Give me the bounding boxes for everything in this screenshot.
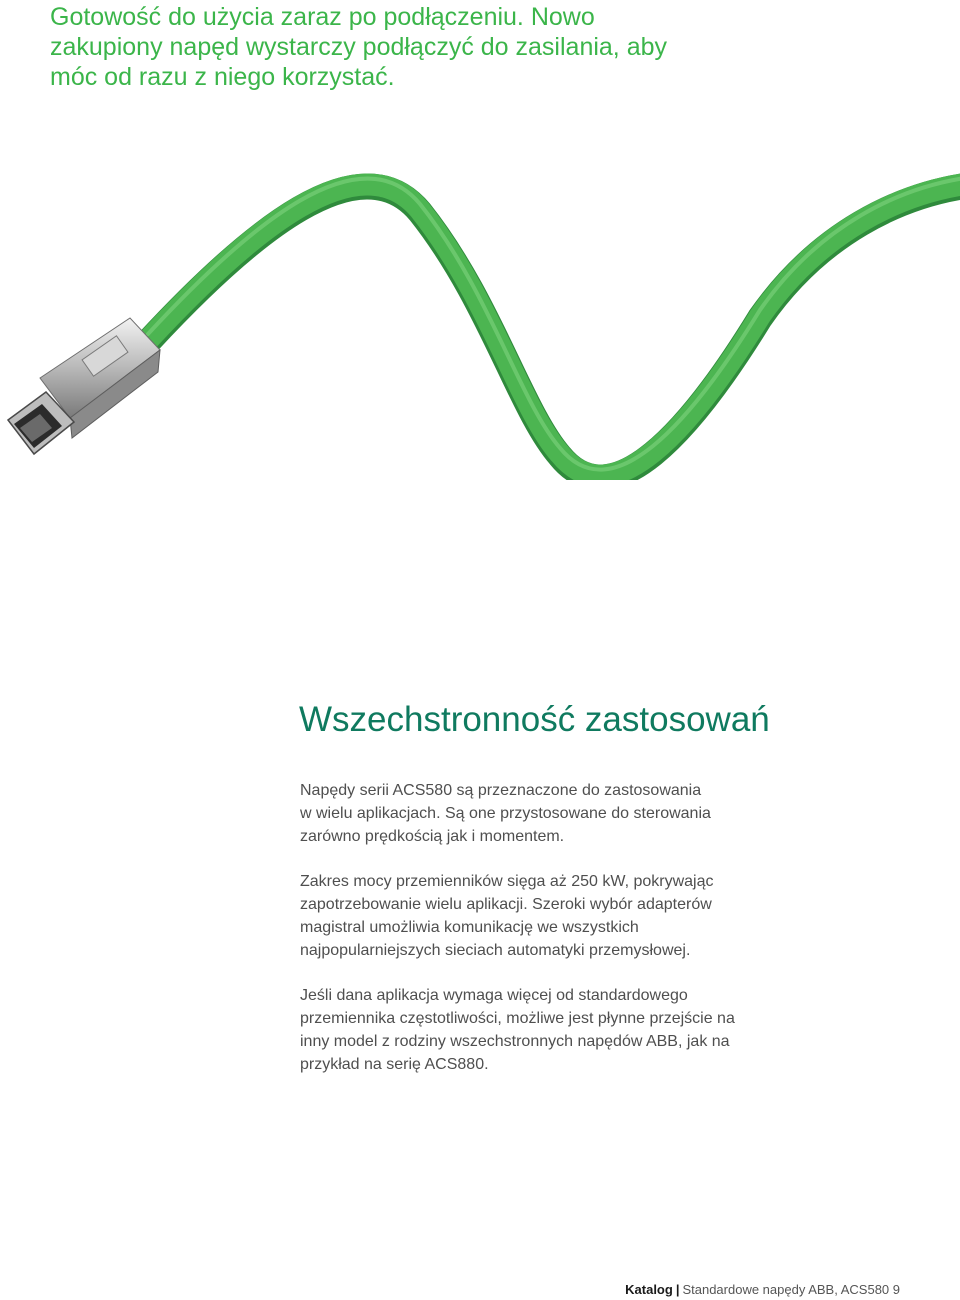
paragraph-line: inny model z rodziny wszechstronnych napędów ABB, jak na bbox=[300, 1033, 730, 1050]
intro-text bbox=[50, 2, 750, 92]
paragraph-line: Zakres mocy przemienników sięga aż 250 kW, pokrywając bbox=[300, 873, 714, 890]
paragraph-line: najpopularniejszych sieciach automatyki przemysłowej. bbox=[300, 942, 691, 959]
paragraph-line: Napędy serii ACS580 są przeznaczone do zastosowania bbox=[300, 782, 702, 799]
paragraph-line: magistral umożliwia komunikację we wszystkich bbox=[300, 919, 639, 936]
paragraph-line: zarówno prędkością jak i momentem. bbox=[300, 828, 565, 845]
paragraph-line: przykład na serię ACS880. bbox=[300, 1056, 489, 1073]
paragraph-line: zapotrzebowanie wielu aplikacji. Szeroki wybór adapterów bbox=[300, 896, 712, 913]
paragraph-line: w wielu aplikacjach. Są one przystosowane do sterowania bbox=[300, 805, 711, 822]
page-footer bbox=[625, 1282, 900, 1297]
paragraph-line: przemiennika częstotliwości, możliwe jest płynne przejście na bbox=[300, 1010, 735, 1027]
footer-label: Katalog bbox=[625, 1282, 673, 1297]
ethernet-cable-image bbox=[0, 170, 960, 480]
paragraph-3 bbox=[300, 984, 800, 1076]
paragraph-2 bbox=[300, 870, 800, 962]
intro-line: móc od razu z niego korzystać. bbox=[50, 63, 395, 91]
intro-line: zakupiony napęd wystarczy podłączyć do zasilania, aby bbox=[50, 33, 668, 61]
paragraph-line: Jeśli dana aplikacja wymaga więcej od standardowego bbox=[300, 987, 688, 1004]
paragraph-1 bbox=[300, 779, 800, 848]
footer-separator: | bbox=[675, 1282, 680, 1297]
rj45-connector bbox=[8, 318, 160, 454]
intro-line: Gotowość do użycia zaraz po podłączeniu. Nowo bbox=[50, 3, 595, 31]
footer-text: Standardowe napędy ABB, ACS580 9 bbox=[682, 1282, 900, 1297]
section-heading: Wszechstronność zastosowań bbox=[299, 700, 770, 739]
